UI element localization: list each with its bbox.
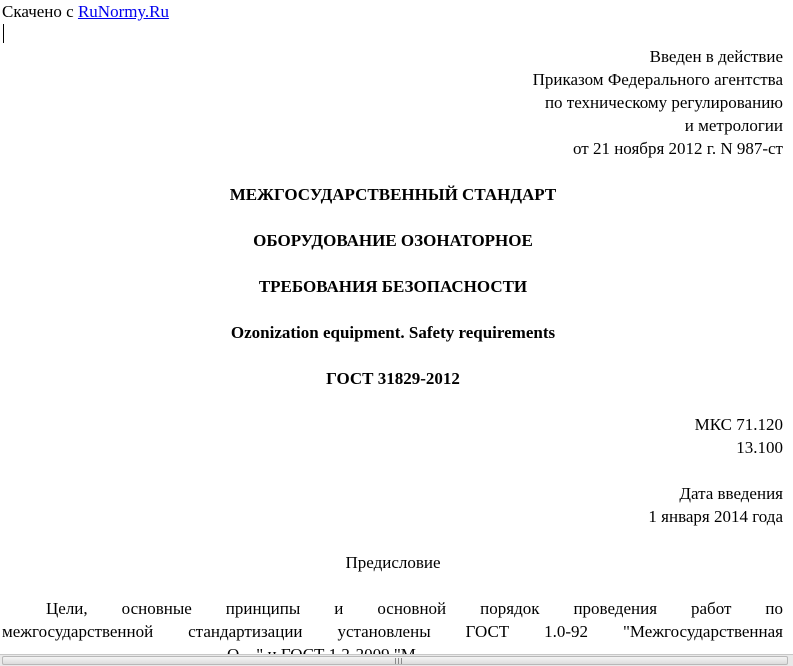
- gost-number: ГОСТ 31829-2012: [326, 369, 460, 388]
- introduction-date-label: Дата введения: [679, 484, 783, 503]
- mks-line: МКС 71.120: [694, 415, 783, 434]
- enactment-line: Введен в действие: [649, 47, 783, 66]
- source-link[interactable]: RuNormy.Ru: [77, 2, 169, 21]
- enactment-line: по техническому регулированию: [544, 93, 783, 112]
- text-cursor: [3, 24, 4, 43]
- introduction-date-value: 1 января 2014 года: [648, 507, 783, 526]
- grip-icon: [393, 658, 403, 664]
- mks-line: 13.100: [736, 438, 783, 457]
- enactment-block: [533, 45, 783, 160]
- document-title-english: Ozonization equipment. Safety requirements: [230, 323, 556, 342]
- standard-type-heading: МЕЖГОСУДАРСТВЕННЫЙ СТАНДАРТ: [229, 185, 557, 204]
- scrollbar-thumb[interactable]: [2, 656, 788, 665]
- horizontal-scrollbar[interactable]: [0, 654, 793, 666]
- document-title: ОБОРУДОВАНИЕ ОЗОНАТОРНОЕ: [253, 231, 533, 250]
- introduction-date-block: [648, 482, 783, 528]
- foreword-title: Предисловие: [345, 553, 441, 572]
- enactment-line: от 21 ноября 2012 г. N 987-ст: [573, 139, 783, 158]
- paragraph-line: межгосударственной стандартизации установлены ГОСТ 1.0-92 "Межгосударственная: [2, 622, 783, 641]
- source-line: [2, 0, 169, 23]
- enactment-line: и метрологии: [684, 116, 783, 135]
- mks-block: [695, 413, 783, 459]
- source-prefix: Скачено с: [2, 2, 78, 21]
- document-subtitle: ТРЕБОВАНИЯ БЕЗОПАСНОСТИ: [258, 277, 528, 296]
- paragraph-line: Цели, основные принципы и основной порядок проведения работ по: [46, 599, 783, 618]
- enactment-line: Приказом Федерального агентства: [532, 70, 783, 89]
